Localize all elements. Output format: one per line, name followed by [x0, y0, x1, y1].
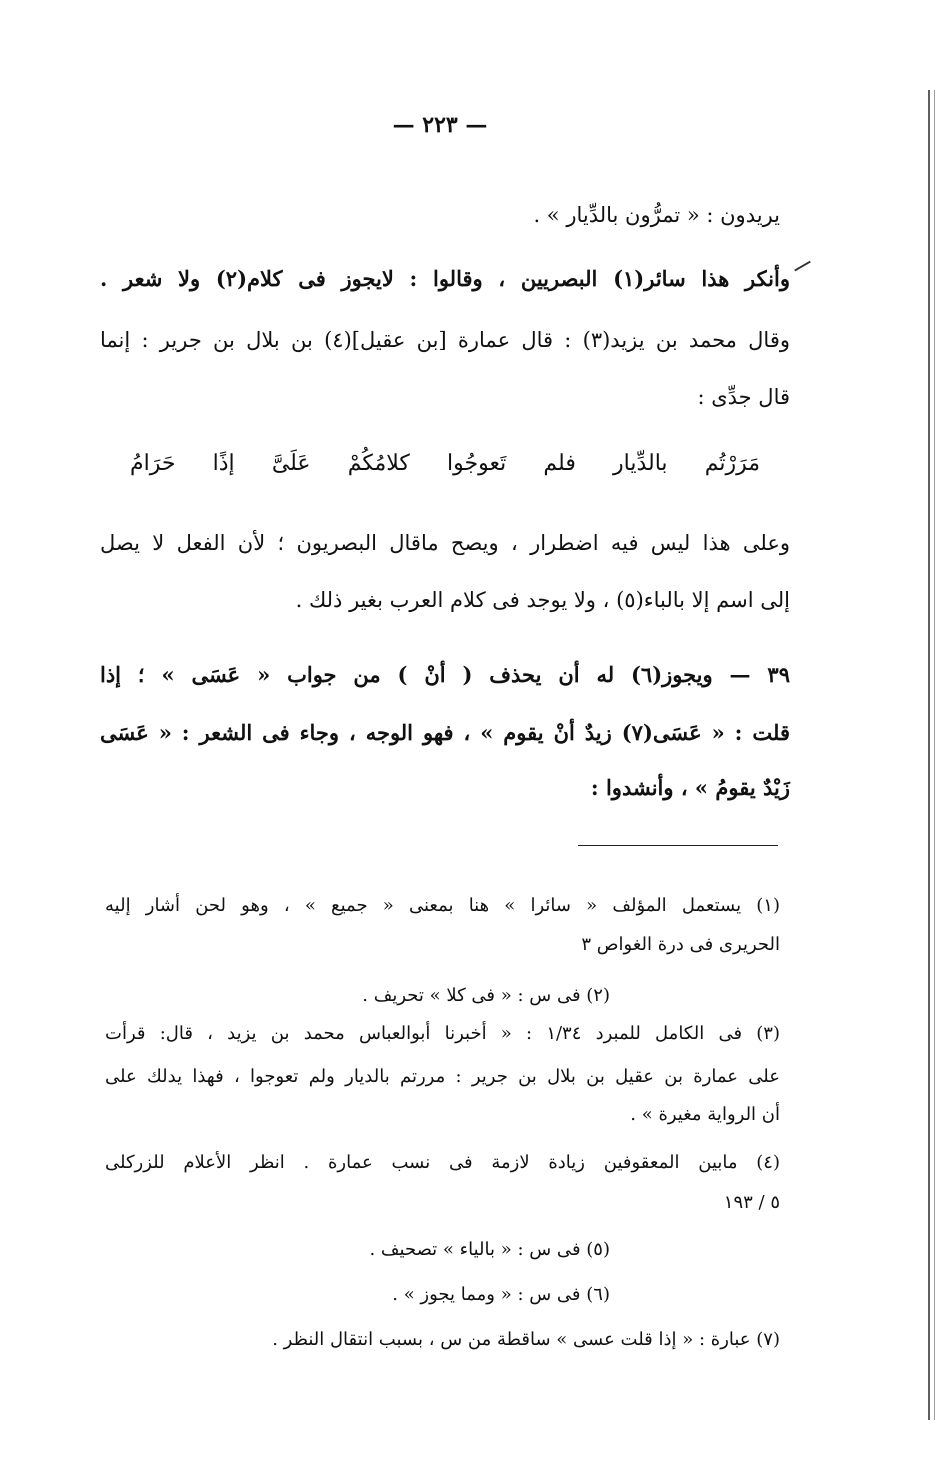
- footnote-1-line-1: (١) يستعمل المؤلف « سائرا » هنا بمعنى « جميع » ، وهو لحن أشار إليه: [105, 895, 780, 916]
- body-line-6: وعلى هذا ليس فيه اضطرار ، ويصح ماقال البصريون ؛ لأن الفعل لا يصل: [100, 531, 790, 555]
- body-line-3: وقال محمد بن يزيد(٣) : قال عمارة [بن عقيل](٤) بن بلال بن جرير : إنما: [100, 328, 790, 352]
- footnote-3-line-3: أن الرواية مغيرة » .: [630, 1104, 780, 1125]
- body-line-9: قلت : « عَسَى(٧) زيدٌ أنْ يقوم » ، فهو الوجه ، وجاء فى الشعر : « عَسَى: [100, 720, 790, 745]
- body-line-1: يريدون : « تمرُّون بالدِّيار » .: [533, 203, 780, 227]
- body-line-7: إلى اسم إلا بالباء(٥) ، ولا يوجد فى كلام العرب بغير ذلك .: [295, 588, 790, 612]
- body-line-4: قال جدِّى :: [697, 385, 790, 409]
- footnote-1-line-2: الحريرى فى درة الغواص ٣: [581, 934, 780, 955]
- margin-check-mark: [787, 249, 811, 272]
- body-line-2: وأنكر هذا سائر(١) البصريين ، وقالوا : لايجوز فى كلام(٢) ولا شعر .: [100, 266, 790, 291]
- page-number: — ٢٢٣ —: [392, 112, 488, 138]
- footnote-7: (٧) عبارة : « إذا قلت عسى » ساقطة من س ، بسبب انتقال النظر .: [272, 1329, 780, 1350]
- binding-edge-line: [928, 90, 930, 1420]
- footnote-3-line-1: (٣) فى الكامل للمبرد ١/٣٤ : « أخبرنا أبوالعباس محمد بن يزيد ، قال: قرأت: [105, 1023, 780, 1044]
- footnote-6: (٦) فى س : « ومما يجوز » .: [392, 1284, 610, 1305]
- body-line-8: ٣٩ — ويجوز(٦) له أن يحذف ( أنْ ) من جواب « عَسَى » ؛ إذا: [100, 662, 790, 687]
- footnote-3-line-2: على عمارة بن عقيل بن بلال بن جرير : مررتم بالديار ولم تعوجوا ، فهذا يدلك على: [105, 1066, 780, 1087]
- body-line-10: زَيْدٌ يقومُ » ، وأنشدوا :: [590, 775, 790, 800]
- footnote-5: (٥) فى س : « بالياء » تصحيف .: [369, 1239, 610, 1260]
- footnote-separator: [578, 845, 778, 846]
- footnote-4-line-1: (٤) مابين المعقوفين زيادة لازمة فى نسب عمارة . انظر الأعلام للزركلى: [105, 1152, 780, 1173]
- poem-verse: مَرَرْتُم بالدِّيار فلم تَعوجُوا كلامُكُمْ عَلَىَّ إذًا حَرَامُ: [130, 451, 760, 476]
- footnote-2: (٢) فى س : « فى كلا » تحريف .: [362, 985, 610, 1006]
- binding-edge-line-inner: [934, 90, 935, 1420]
- footnote-4-line-2: ٥ / ١٩٣: [723, 1192, 780, 1213]
